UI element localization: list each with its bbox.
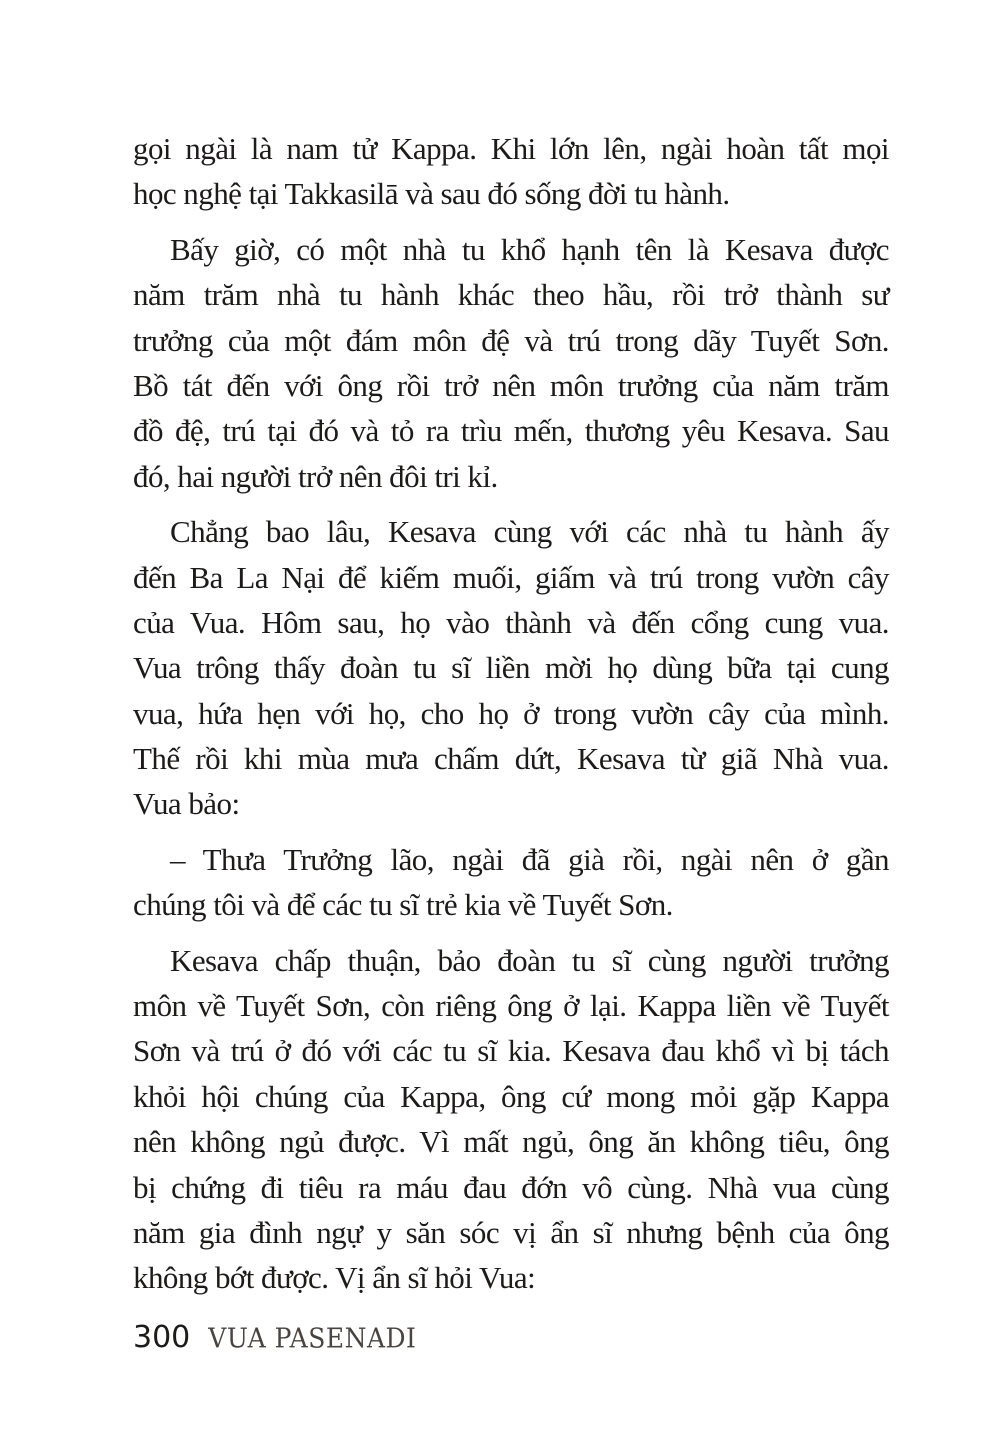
text-line: đó, hai người trở nên đôi tri kỉ. bbox=[133, 458, 498, 494]
text-line: – Thưa Trưởng lão, ngài đã già rồi, ngài nên ở gần bbox=[170, 841, 889, 877]
book-page-body bbox=[133, 126, 889, 1311]
text-line: Bồ tát đến với ông rồi trở nên môn trưởng của năm trăm bbox=[133, 367, 889, 403]
page-number: 300 bbox=[133, 1320, 191, 1355]
text-line: bị chứng đi tiêu ra máu đau đớn vô cùng. Nhà vua cùng bbox=[133, 1169, 889, 1205]
paragraph-3 bbox=[133, 509, 889, 827]
text-line: môn về Tuyết Sơn, còn riêng ông ở lại. Kappa liền về Tuyết bbox=[133, 988, 889, 1024]
text-line: Sơn và trú ở đó với các tu sĩ kia. Kesava đau khổ vì bị tách bbox=[133, 1033, 889, 1069]
text-line: Thế rồi khi mùa mưa chấm dứt, Kesava từ giã Nhà vua. bbox=[133, 741, 889, 777]
text-line: đến Ba La Nại để kiếm muối, giấm và trú trong vườn cây bbox=[133, 559, 889, 595]
text-line: Bấy giờ, có một nhà tu khổ hạnh tên là Kesava được bbox=[170, 231, 889, 267]
text-line: chúng tôi và để các tu sĩ trẻ kia về Tuyết Sơn. bbox=[133, 887, 673, 923]
text-line: của Vua. Hôm sau, họ vào thành và đến cổng cung vua. bbox=[133, 604, 889, 640]
text-line: Vua bảo: bbox=[133, 786, 240, 822]
text-line: gọi ngài là nam tử Kappa. Khi lớn lên, ngài hoàn tất mọi bbox=[133, 131, 889, 166]
text-line: Vua trông thấy đoàn tu sĩ liền mời họ dùng bữa tại cung bbox=[133, 650, 889, 686]
text-line: Kesava chấp thuận, bảo đoàn tu sĩ cùng người trưởng bbox=[170, 942, 889, 978]
text-line: trưởng của một đám môn đệ và trú trong dãy Tuyết Sơn. bbox=[133, 322, 889, 358]
paragraph-5 bbox=[133, 938, 889, 1301]
paragraph-2 bbox=[133, 227, 889, 499]
text-line: nên không ngủ được. Vì mất ngủ, ông ăn không tiêu, ông bbox=[133, 1124, 889, 1160]
paragraph-4-dialogue bbox=[133, 837, 889, 928]
text-line: học nghệ tại Takkasilā và sau đó sống đời tu hành. bbox=[133, 176, 730, 212]
text-line: Chẳng bao lâu, Kesava cùng với các nhà tu hành ấy bbox=[170, 514, 889, 550]
text-line: vua, hứa hẹn với họ, cho họ ở trong vườn cây của mình. bbox=[133, 695, 889, 731]
text-line: năm gia đình ngự y săn sóc vị ẩn sĩ nhưng bệnh của ông bbox=[133, 1214, 889, 1250]
paragraph-1 bbox=[133, 126, 889, 217]
running-title: VUA PASENADI bbox=[208, 1322, 417, 1355]
text-line: đồ đệ, trú tại đó và tỏ ra trìu mến, thương yêu Kesava. Sau bbox=[133, 413, 889, 449]
text-line: không bớt được. Vị ẩn sĩ hỏi Vua: bbox=[133, 1260, 536, 1296]
page-footer bbox=[133, 1320, 416, 1360]
text-line: năm trăm nhà tu hành khác theo hầu, rồi trở thành sư bbox=[133, 277, 889, 313]
text-line: khỏi hội chúng của Kappa, ông cứ mong mỏi gặp Kappa bbox=[133, 1078, 889, 1114]
